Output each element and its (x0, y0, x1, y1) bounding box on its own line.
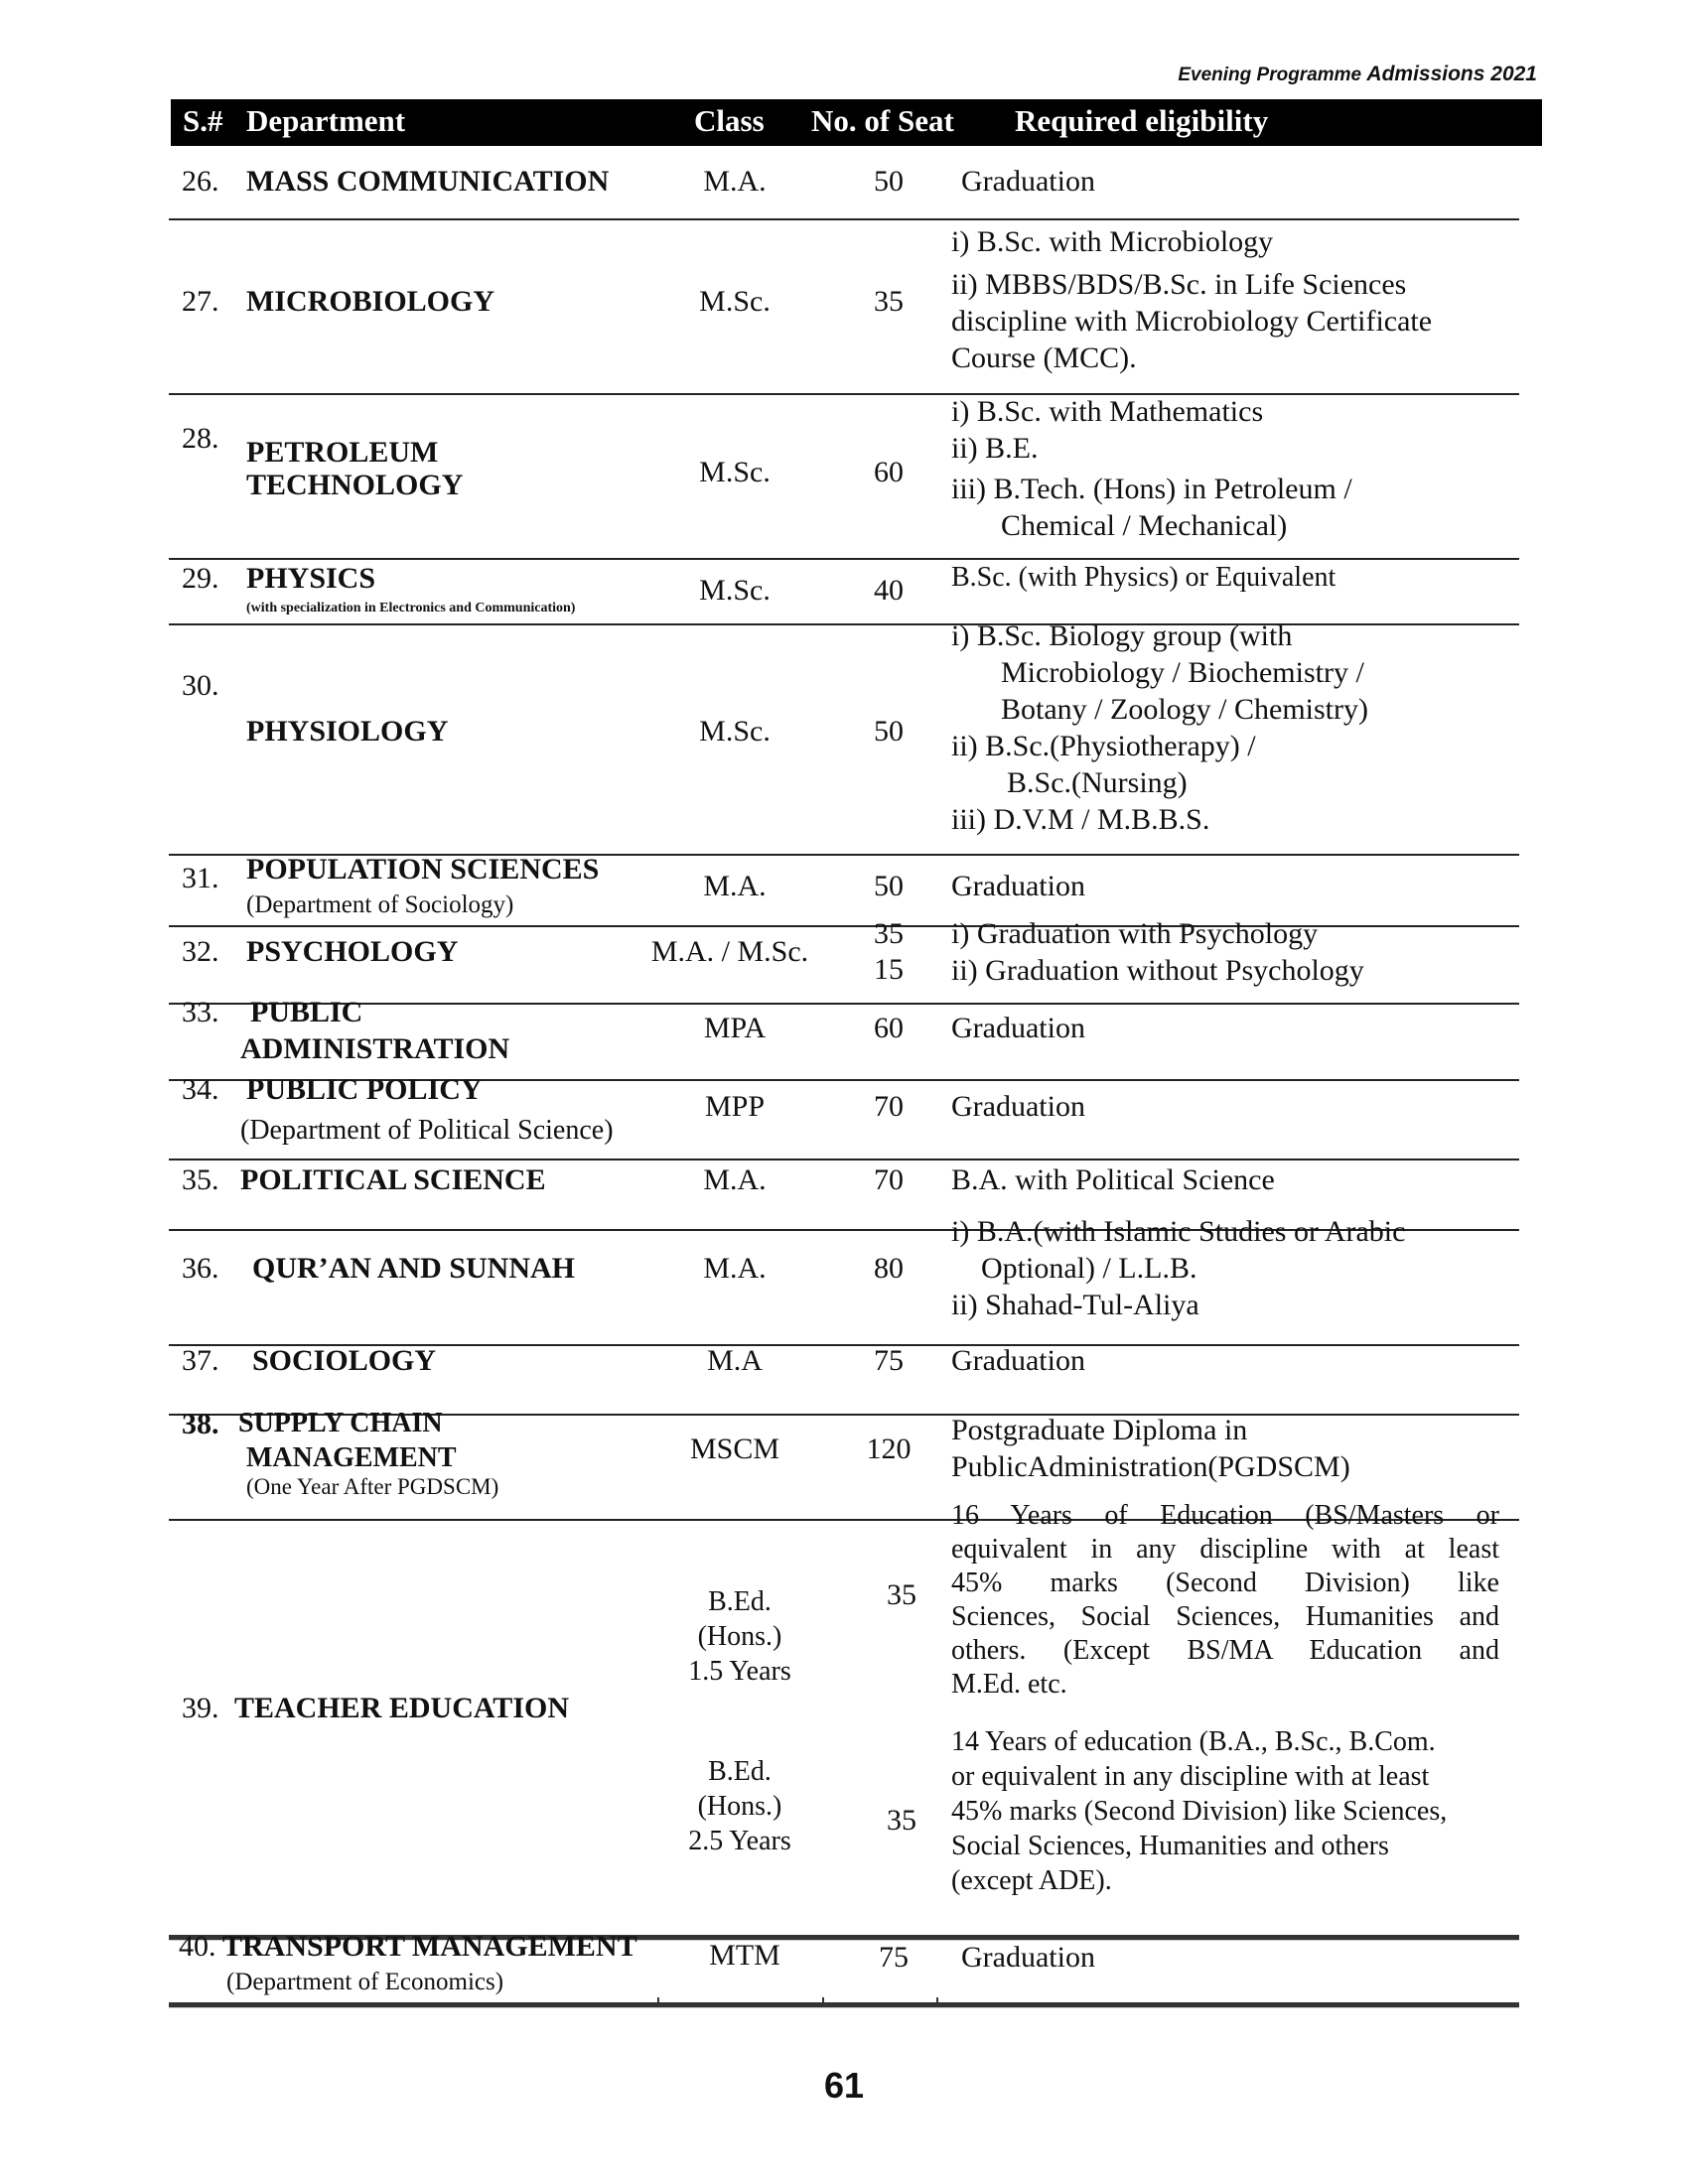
row-number: 37. (182, 1344, 219, 1377)
eligibility (951, 1010, 1085, 1046)
row-number: 31. (182, 862, 219, 894)
department-name: POLITICAL SCIENCE (240, 1163, 546, 1196)
eligibility-line: B.Sc.(Nursing) (1007, 766, 1188, 799)
department-name-line: TECHNOLOGY (246, 469, 464, 501)
eligibility-line: i) B.A.(with Islamic Studies or Arabic (951, 1215, 1406, 1248)
eligibility (951, 1213, 1405, 1323)
eligibility (951, 1161, 1275, 1198)
seat-count: 70 (874, 1090, 904, 1123)
eligibility-line: i) B.Sc. Biology group (with (951, 619, 1293, 652)
seat-count: 75 (879, 1941, 909, 1974)
eligibility-line: 45% marks (Second Division) like (951, 1568, 1499, 1598)
eligibility-line: Graduation (951, 1090, 1085, 1123)
department-name: POPULATION SCIENCES (246, 853, 600, 886)
seat-count: 50 (874, 715, 904, 748)
department-name-line: ADMINISTRATION (240, 1032, 510, 1065)
eligibility-line: Sciences, Social Sciences, Humanities and (951, 1601, 1499, 1632)
class-line: 2.5 Years (688, 1826, 791, 1856)
eligibility (951, 868, 1085, 904)
row-number: 39. (182, 1692, 219, 1724)
class-value: M.Sc. (699, 285, 771, 318)
class-value: M.A. / M.Sc. (650, 935, 809, 968)
seat-count: 60 (874, 456, 904, 488)
row-number: 30. (182, 669, 219, 702)
eligibility (951, 1342, 1085, 1379)
class-line: B.Ed. (708, 1586, 772, 1617)
eligibility-line: i) B.Sc. with Mathematics (951, 395, 1264, 428)
seat-count: 35 (874, 285, 904, 318)
seat-count: 50 (874, 165, 904, 198)
department-name: PHYSICS (246, 562, 376, 595)
seat-count: 50 (874, 870, 904, 902)
table-header (171, 99, 1542, 146)
department-name: MASS COMMUNICATION (246, 165, 610, 198)
running-head (1178, 63, 1537, 86)
class-line: (Hons.) (697, 1621, 782, 1652)
row-divider (169, 1159, 1519, 1160)
eligibility-line: (except ADE). (951, 1865, 1112, 1896)
class-line: (Hons.) (697, 1791, 782, 1822)
class-value (660, 1754, 819, 1858)
header-sn: S.# (183, 103, 223, 138)
running-head-prefix: Evening Programme (1178, 65, 1362, 85)
page-number: 61 (823, 2065, 865, 2106)
eligibility-line: Graduation (951, 1344, 1085, 1377)
running-head-suffix: Admissions 2021 (1366, 63, 1537, 85)
eligibility-line: discipline with Microbiology Certificate (951, 305, 1433, 338)
class-value: M.Sc. (699, 574, 771, 607)
eligibility (951, 1088, 1085, 1125)
eligibility-line: Chemical / Mechanical) (1001, 509, 1288, 542)
department-name: SOCIOLOGY (252, 1344, 437, 1377)
seat-count: 40 (874, 574, 904, 607)
eligibility-line: i) B.Sc. with Microbiology (951, 225, 1274, 258)
seat-count: 75 (874, 1344, 904, 1377)
eligibility-line: Graduation (951, 870, 1085, 902)
row-number: 35. (182, 1163, 219, 1196)
row-number: 33. (182, 996, 219, 1028)
class-value: M.A (707, 1344, 763, 1377)
eligibility (961, 1939, 1095, 1976)
eligibility-line: M.Ed. etc. (951, 1669, 1067, 1700)
row-number: 28. (182, 422, 219, 455)
seat-count: 70 (874, 1163, 904, 1196)
eligibility-line: iii) B.Tech. (Hons) in Petroleum / (951, 473, 1352, 505)
class-value: MPP (704, 1090, 766, 1123)
eligibility-line: B.A. with Political Science (951, 1163, 1275, 1196)
department-name: TRANSPORT MANAGEMENT (222, 1930, 637, 1963)
department-name: PUBLIC POLICY (246, 1073, 483, 1106)
eligibility-line: iii) D.V.M / M.B.B.S. (951, 803, 1210, 836)
seat-count: 35 (887, 1578, 916, 1611)
department-name: PHYSIOLOGY (246, 715, 449, 748)
eligibility (951, 915, 1364, 989)
row-number: 36. (182, 1252, 219, 1285)
eligibility-line: 14 Years of education (B.A., B.Sc., B.Com. (951, 1726, 1436, 1757)
seat-count: 60 (874, 1012, 904, 1044)
row-divider (169, 2002, 1519, 2008)
eligibility-line: Course (MCC). (951, 341, 1137, 374)
column-tick (657, 1997, 659, 2005)
class-value: M.Sc. (699, 715, 771, 748)
department-name: MICROBIOLOGY (246, 285, 495, 318)
eligibility-line: others. (Except BS/MA Education and (951, 1635, 1499, 1666)
eligibility (951, 617, 1368, 838)
column-tick (936, 1997, 938, 2005)
eligibility-line: B.Sc. (with Physics) or Equivalent (951, 562, 1336, 593)
department-name-line: PETROLEUM (246, 436, 439, 469)
row-number: 38. (182, 1408, 219, 1440)
class-value: M.A. (703, 1252, 767, 1285)
row-number: 29. (182, 562, 219, 595)
eligibility-line: Graduation (951, 1012, 1085, 1044)
row-divider (169, 218, 1519, 220)
department-name-line: MANAGEMENT (246, 1442, 457, 1473)
eligibility-line: equivalent in any discipline with at least (951, 1534, 1499, 1565)
eligibility-line: PublicAdministration(PGDSCM) (951, 1450, 1350, 1483)
eligibility (951, 1724, 1447, 1898)
class-value: MTM (709, 1939, 780, 1972)
eligibility-line: 16 Years of Education (BS/Masters or (951, 1500, 1499, 1531)
department-subtitle: (with specialization in Electronics and Communication) (246, 601, 576, 615)
eligibility-line: Microbiology / Biochemistry / (1001, 656, 1364, 689)
row-number: 40. (179, 1930, 216, 1963)
eligibility-line: Postgraduate Diploma in (951, 1414, 1248, 1446)
eligibility (961, 163, 1095, 200)
eligibility-line: Botany / Zoology / Chemistry) (1001, 693, 1368, 726)
eligibility-line: ii) Graduation without Psychology (951, 954, 1364, 987)
eligibility-line: Graduation (961, 165, 1095, 198)
department-name: QUR’AN AND SUNNAH (252, 1252, 576, 1285)
class-line: 1.5 Years (688, 1656, 791, 1687)
row-number: 26. (182, 165, 219, 198)
department-name: PSYCHOLOGY (246, 935, 459, 968)
eligibility-line: ii) Shahad-Tul-Aliya (951, 1289, 1199, 1321)
eligibility-line: 45% marks (Second Division) like Sciences, (951, 1796, 1448, 1827)
department-subtitle: (One Year After PGDSCM) (246, 1474, 499, 1499)
department-name-line: SUPPLY CHAIN (238, 1408, 443, 1438)
department-subtitle: (Department of Economics) (226, 1969, 504, 1995)
class-value (660, 1584, 819, 1689)
eligibility-line: ii) MBBS/BDS/B.Sc. in Life Sciences (951, 268, 1407, 301)
seat-count: 35 (874, 917, 904, 950)
eligibility-line: Graduation (961, 1941, 1095, 1974)
column-tick (822, 1997, 824, 2005)
class-line: B.Ed. (708, 1756, 772, 1787)
row-number: 27. (182, 285, 219, 318)
header-class: Class (694, 103, 765, 138)
seat-count: 15 (874, 953, 904, 986)
seat-count: 120 (866, 1433, 912, 1465)
class-value: M.A. (703, 1163, 767, 1196)
department-name-line: PUBLIC (250, 996, 363, 1028)
eligibility (951, 223, 1432, 376)
department-name (238, 1406, 457, 1475)
eligibility-line: i) Graduation with Psychology (951, 917, 1319, 950)
header-eligibility: Required eligibility (1015, 103, 1269, 138)
department-subtitle: (Department of Political Science) (240, 1115, 614, 1146)
row-number: 32. (182, 935, 219, 968)
class-value: M.A. (703, 165, 767, 198)
eligibility (951, 560, 1336, 595)
eligibility-line: or equivalent in any discipline with at least (951, 1761, 1430, 1792)
department-name (246, 434, 463, 503)
class-value: M.A. (703, 870, 767, 902)
eligibility (951, 393, 1352, 544)
eligibility-line: Optional) / L.L.B. (981, 1252, 1197, 1285)
department-subtitle: (Department of Sociology) (246, 891, 514, 918)
seat-count: 80 (874, 1252, 904, 1285)
class-value: MPA (703, 1012, 767, 1044)
seat-count: 35 (887, 1804, 916, 1837)
eligibility-line: ii) B.E. (951, 432, 1039, 465)
header-seats: No. of Seat (811, 103, 954, 138)
row-number: 34. (182, 1073, 219, 1106)
header-department: Department (246, 103, 406, 138)
class-value: M.Sc. (699, 456, 771, 488)
eligibility (951, 1499, 1499, 1702)
department-name (240, 994, 510, 1067)
eligibility-line: Social Sciences, Humanities and others (951, 1831, 1389, 1861)
class-value: MSCM (689, 1433, 780, 1465)
eligibility (951, 1412, 1350, 1485)
department-name: TEACHER EDUCATION (234, 1692, 569, 1724)
eligibility-line: ii) B.Sc.(Physiotherapy) / (951, 730, 1256, 762)
